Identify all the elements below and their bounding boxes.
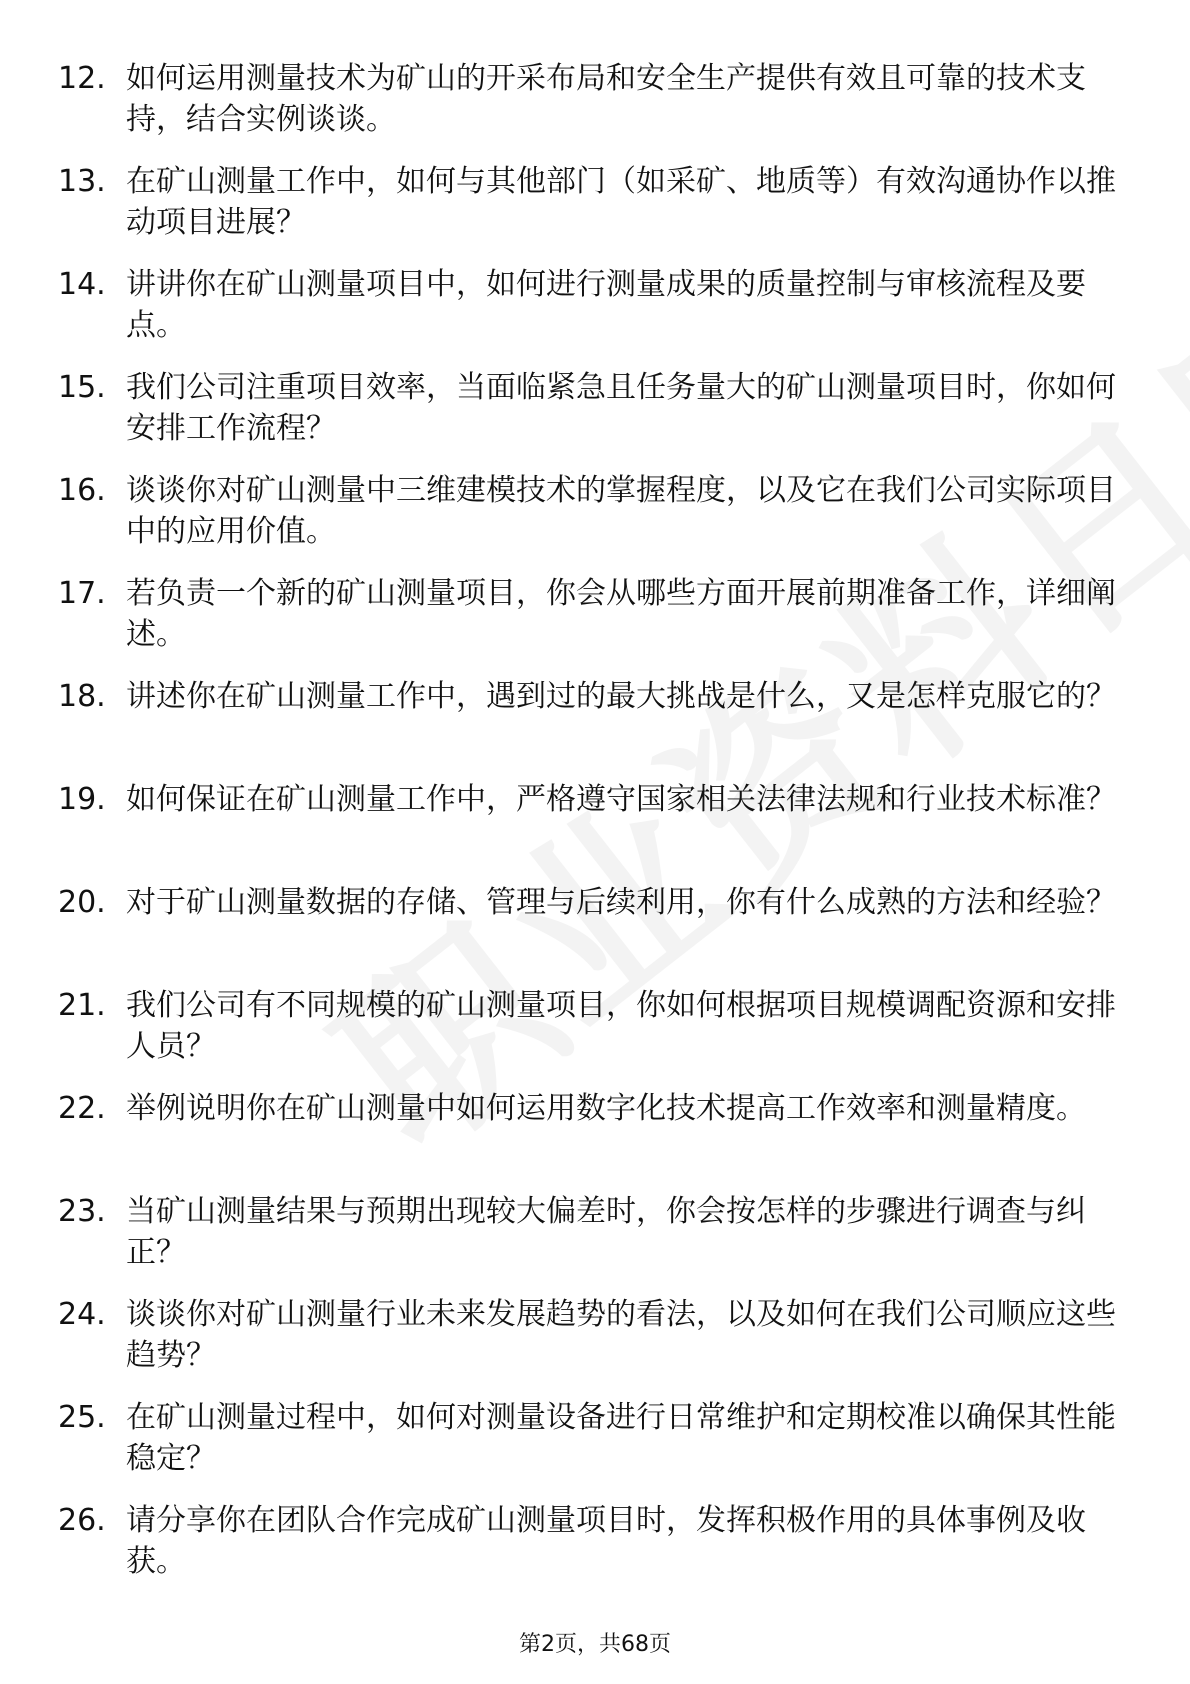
question-text: 当矿山测量结果与预期出现较大偏差时，你会按怎样的步骤进行调查与纠正？: [126, 1194, 1086, 1270]
question-number: 22.: [58, 1091, 106, 1126]
question-item: [0, 567, 1190, 670]
question-number: 19.: [58, 782, 106, 817]
question-item: [0, 1494, 1190, 1597]
question-number: 20.: [58, 885, 106, 920]
question-number: 17.: [58, 576, 106, 611]
question-item: [0, 876, 1190, 979]
question-text: 谈谈你对矿山测量中三维建模技术的掌握程度，以及它在我们公司实际项目中的应用价值。: [126, 473, 1116, 549]
question-number: 14.: [58, 267, 106, 302]
question-number: 12.: [58, 61, 106, 96]
question-item: [0, 361, 1190, 464]
question-item: [0, 155, 1190, 258]
question-text: 我们公司注重项目效率，当面临紧急且任务量大的矿山测量项目时，你如何安排工作流程？: [126, 370, 1116, 446]
question-item: [0, 773, 1190, 876]
question-number: 21.: [58, 988, 106, 1023]
question-number: 18.: [58, 679, 106, 714]
question-item: [0, 1082, 1190, 1185]
question-number: 16.: [58, 473, 106, 508]
question-text: 讲讲你在矿山测量项目中，如何进行测量成果的质量控制与审核流程及要点。: [126, 267, 1086, 343]
question-item: [0, 1391, 1190, 1494]
question-item: [0, 979, 1190, 1082]
question-text: 如何运用测量技术为矿山的开采布局和安全生产提供有效且可靠的技术支持，结合实例谈谈。: [126, 61, 1086, 137]
question-text: 如何保证在矿山测量工作中，严格遵守国家相关法律法规和行业技术标准？: [126, 782, 1116, 817]
question-item: [0, 1185, 1190, 1288]
question-text: 谈谈你对矿山测量行业未来发展趋势的看法，以及如何在我们公司顺应这些趋势？: [126, 1297, 1116, 1373]
question-text: 举例说明你在矿山测量中如何运用数字化技术提高工作效率和测量精度。: [126, 1091, 1086, 1126]
question-text: 我们公司有不同规模的矿山测量项目，你如何根据项目规模调配资源和安排人员？: [126, 988, 1116, 1064]
question-number: 25.: [58, 1400, 106, 1435]
question-item: [0, 670, 1190, 773]
question-number: 15.: [58, 370, 106, 405]
question-item: [0, 258, 1190, 361]
question-number: 26.: [58, 1503, 106, 1538]
question-number: 13.: [58, 164, 106, 199]
question-item: [0, 464, 1190, 567]
question-text: 请分享你在团队合作完成矿山测量项目时，发挥积极作用的具体事例及收获。: [126, 1503, 1086, 1579]
question-item: [0, 1288, 1190, 1391]
question-text: 若负责一个新的矿山测量项目，你会从哪些方面开展前期准备工作，详细阐述。: [126, 576, 1116, 652]
question-text: 在矿山测量工作中，如何与其他部门（如采矿、地质等）有效沟通协作以推动项目进展？: [126, 164, 1116, 240]
question-text: 在矿山测量过程中，如何对测量设备进行日常维护和定期校准以确保其性能稳定？: [126, 1400, 1116, 1476]
question-number: 24.: [58, 1297, 106, 1332]
question-list: [0, 52, 1190, 1597]
question-text: 对于矿山测量数据的存储、管理与后续利用，你有什么成熟的方法和经验？: [126, 885, 1116, 920]
question-number: 23.: [58, 1194, 106, 1229]
question-item: [0, 52, 1190, 155]
question-text: 讲述你在矿山测量工作中，遇到过的最大挑战是什么，又是怎样克服它的？: [126, 679, 1116, 714]
page-footer: 第2页，共68页: [519, 1632, 671, 1657]
